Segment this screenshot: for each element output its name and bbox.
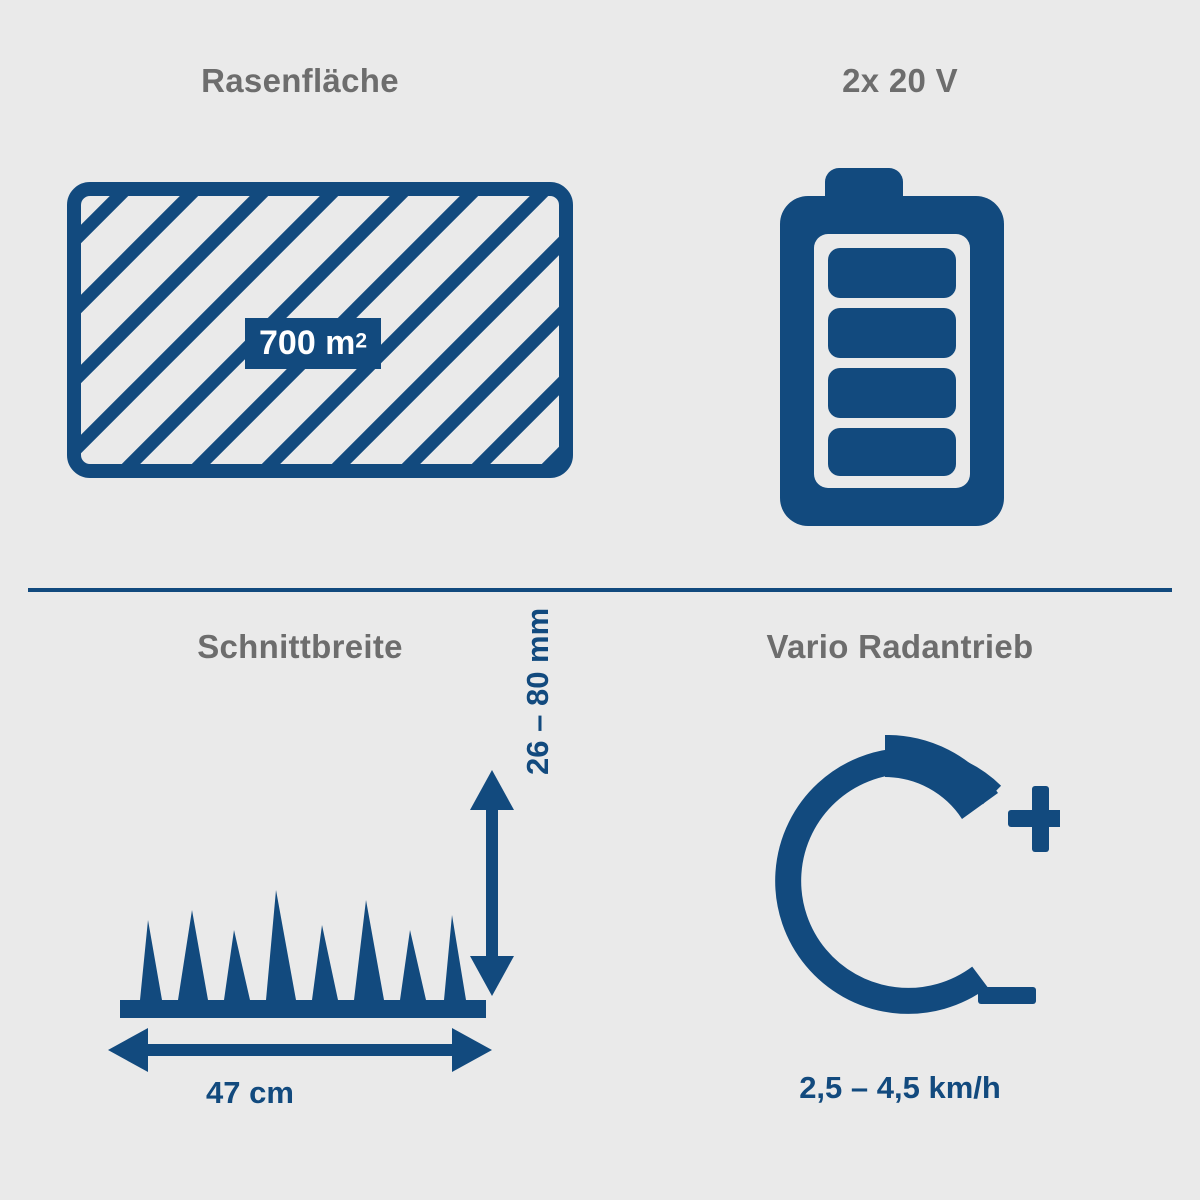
panel-title-battery-voltage: 2x 20 V bbox=[842, 62, 958, 99]
cutting-height-label: 26 – 80 mm bbox=[520, 607, 555, 775]
panel-title-vario-drive: Vario Radantrieb bbox=[766, 628, 1034, 665]
grass-with-measures-icon bbox=[100, 760, 520, 1090]
vario-speed-label: 2,5 – 4,5 km/h bbox=[799, 1070, 1001, 1105]
lawn-area-badge-value: 700 m bbox=[259, 324, 356, 362]
panel-cutting-width bbox=[0, 590, 600, 1200]
panel-title-cutting-width: Schnittbreite bbox=[197, 628, 403, 665]
lawn-area-badge-exponent: 2 bbox=[355, 329, 368, 353]
lawn-area-badge bbox=[245, 318, 381, 369]
speed-dial-icon bbox=[730, 715, 1060, 1045]
cutting-width-label: 47 cm bbox=[206, 1075, 294, 1110]
panel-battery-voltage bbox=[600, 0, 1200, 590]
battery-icon bbox=[780, 160, 1020, 535]
panel-vario-drive bbox=[600, 590, 1200, 1200]
panel-title-lawn-area: Rasenfläche bbox=[201, 62, 399, 99]
panel-lawn-area bbox=[0, 0, 600, 590]
